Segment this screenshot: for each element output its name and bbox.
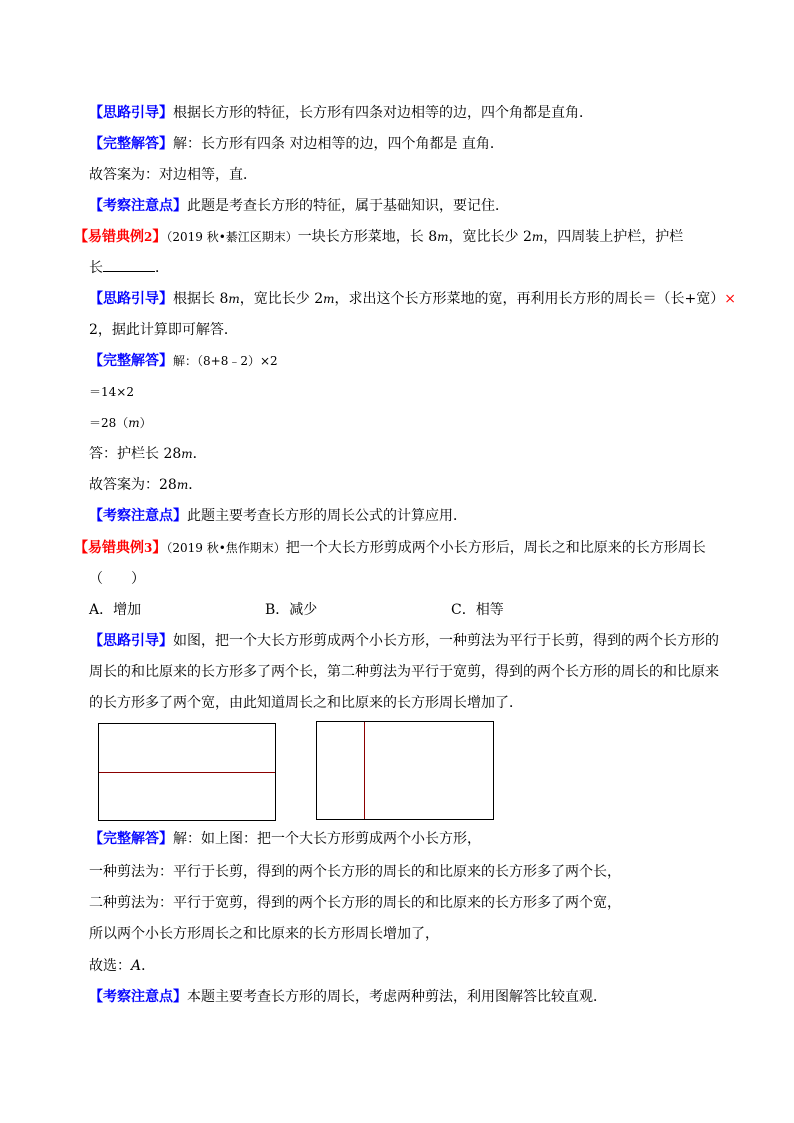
s1-note bbox=[89, 197, 509, 215]
note-label: 【考察注意点】 bbox=[89, 508, 187, 524]
e2-final: 故答案为：28m． bbox=[89, 477, 203, 493]
s1-solution bbox=[89, 135, 504, 153]
hint-text: 根据长方形的特征，长方形有四条对边相等的边，四个角都是直角． bbox=[173, 105, 593, 121]
e3-solution: 【完整解答】解：如上图：把一个大长方形剪成两个小长方形， bbox=[89, 831, 481, 847]
e3-sol-line-3: 所以两个小长方形周长之和比原来的长方形周长增加了， bbox=[89, 926, 439, 942]
e3-sol-line-2: 二种剪法为：平行于宽剪，得到的两个长方形的周长的和比原来的长方形多了两个宽， bbox=[89, 895, 621, 911]
e2-step-2: ＝28（m） bbox=[89, 416, 152, 430]
option-b[interactable]: B．减少 bbox=[265, 602, 318, 618]
rectangle-cut-parallel-to-width bbox=[316, 721, 494, 820]
note-label: 【考察注意点】 bbox=[89, 989, 187, 1005]
hint-label: 【思路引导】 bbox=[89, 291, 173, 307]
option-c[interactable]: C．相等 bbox=[451, 602, 504, 618]
vertical-cut-line bbox=[364, 722, 365, 819]
solution-label: 【完整解答】 bbox=[89, 136, 173, 152]
solution-text: 解：长方形有四条 对边相等的边，四个角都是 直角． bbox=[173, 136, 504, 152]
e2-hint: 【思路引导】根据长 8m，宽比长少 2m，求出这个长方形菜地的宽，再利用长方形的周长＝（长+宽）× bbox=[89, 291, 736, 307]
hint-label: 【思路引导】 bbox=[89, 633, 173, 649]
e2-answer: 答：护栏长 28m． bbox=[89, 446, 207, 462]
example-2-question-cont: 长 ． bbox=[89, 260, 169, 276]
note-text: 此题是考查长方形的特征，属于基础知识，要记住． bbox=[187, 198, 509, 214]
option-a[interactable]: A．增加 bbox=[89, 602, 142, 618]
example-label: 【易错典例3】 bbox=[74, 540, 167, 556]
answer-blank bbox=[103, 259, 155, 272]
e3-hint-3: 的长方形多了两个宽，由此知道周长之和比原来的长方形周长增加了． bbox=[89, 695, 523, 711]
e3-final: 故选：A． bbox=[89, 958, 156, 974]
e2-step-1: ＝14×2 bbox=[89, 385, 134, 399]
example-label: 【易错典例2】 bbox=[74, 229, 167, 245]
s1-hint bbox=[89, 104, 593, 122]
e3-hint-2: 周长的和比原来的长方形多了两个长，第二种剪法为平行于宽剪，得到的两个长方形的周长的和比原来 bbox=[89, 664, 719, 680]
e3-sol-line-1: 一种剪法为：平行于长剪，得到的两个长方形的周长的和比原来的长方形多了两个长， bbox=[89, 864, 621, 880]
solution-label: 【完整解答】 bbox=[89, 831, 173, 847]
s1-answer: 故答案为：对边相等，直． bbox=[89, 167, 257, 183]
e3-note: 【考察注意点】本题主要考查长方形的周长，考虑两种剪法，利用图解答比较直观． bbox=[89, 989, 607, 1005]
rectangle-cut-parallel-to-length bbox=[98, 723, 276, 821]
e2-solution: 【完整解答】解：（8+8﹣2）×2 bbox=[89, 353, 278, 369]
e2-hint-cont: 2，据此计算即可解答． bbox=[89, 322, 238, 338]
example-3-paren: （ ） bbox=[89, 571, 145, 587]
note-label: 【考察注意点】 bbox=[89, 198, 187, 214]
e3-hint: 【思路引导】如图，把一个大长方形剪成两个小长方形，一种剪法为平行于长剪，得到的两个长方形的 bbox=[89, 633, 719, 649]
source: （2019 秋•焦作期末） bbox=[166, 541, 286, 555]
hint-label: 【思路引导】 bbox=[89, 105, 173, 121]
example-3-question: 【易错典例3】（2019 秋•焦作期末）把一个大长方形剪成两个小长方形后，周长之和比原来的长方形周长 bbox=[74, 540, 706, 556]
example-2-question: 【易错典例2】（2019 秋•綦江区期末）一块长方形菜地，长 8m，宽比长少 2m，四周装上护栏，护栏 bbox=[74, 229, 684, 245]
e2-note: 【考察注意点】此题主要考查长方形的周长公式的计算应用． bbox=[89, 508, 467, 524]
solution-label: 【完整解答】 bbox=[89, 353, 173, 369]
horizontal-cut-line bbox=[99, 772, 275, 773]
source: （2019 秋•綦江区期末） bbox=[166, 230, 298, 244]
